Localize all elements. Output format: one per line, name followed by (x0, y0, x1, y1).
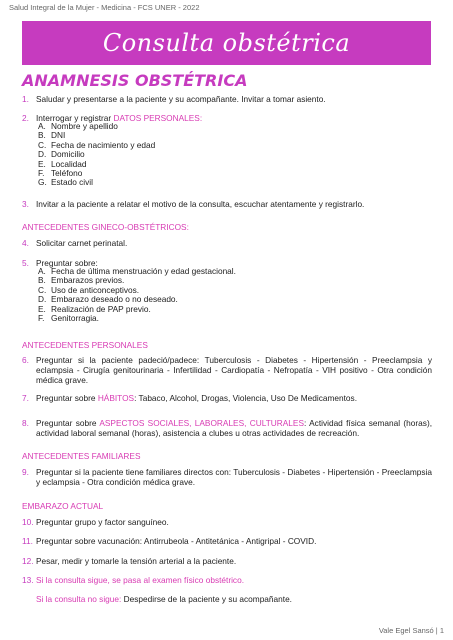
list-text: Genitorragia. (51, 313, 99, 324)
item-highlight: HÁBITOS (97, 393, 135, 403)
list-item (38, 178, 155, 187)
title-banner (22, 21, 431, 65)
item-highlight: ASPECTOS SOCIALES, LABORALES, CULTURALES (99, 418, 304, 428)
item-text: Preguntar sobre vacunación: Antirrubeola - Antitetánica - Antigripal - COVID. (36, 536, 317, 546)
item-text (36, 393, 357, 403)
list-text: Localidad (51, 158, 87, 169)
list-letter: B. (38, 130, 46, 141)
item-number: 5. (22, 258, 29, 268)
item-text: Solicitar carnet perinatal. (36, 238, 128, 248)
item-text (36, 594, 292, 604)
section-heading-familiares: ANTECEDENTES FAMILIARES (22, 451, 141, 461)
item-text-part: Interrogar y registrar (36, 113, 114, 123)
list-letter: G. (38, 177, 47, 188)
list-text: Teléfono (51, 168, 83, 179)
list-item (38, 314, 236, 323)
item-number: 12. (22, 556, 34, 566)
item-number: 3. (22, 199, 29, 209)
item-number: 9. (22, 467, 29, 477)
item-text-part: Preguntar sobre (36, 418, 100, 428)
list-letter: E. (38, 158, 46, 169)
item-text: Preguntar si la paciente padeció/padece: Tuberculosis - Diabetes - Hipertensión - Preeclampsia y eclampsia - Cirugía genitourinaria - Infertilidad - Cardiopatía - Nefropatía - VIH positivo - Otra condición médica grave. (36, 355, 432, 386)
list-letter: C. (38, 284, 47, 295)
list-text: Embarazo deseado o no deseado. (51, 294, 178, 305)
list-text: Estado civil (51, 177, 93, 188)
item-text (36, 418, 432, 438)
item-number: 11. (22, 536, 33, 546)
list-letter: F. (38, 168, 45, 179)
list-letter: D. (38, 294, 47, 305)
list-text: Embarazos previos. (51, 275, 125, 286)
list-text: Uso de anticonceptivos. (51, 284, 140, 295)
item-number: 1. (22, 94, 29, 104)
personal-data-list (38, 122, 155, 188)
item-text: Pesar, medir y tomarle la tensión arterial a la paciente. (36, 556, 237, 566)
list-letter: E. (38, 303, 46, 314)
item-highlight: DATOS PERSONALES: (113, 113, 203, 123)
item-number: 7. (22, 393, 29, 403)
gyneco-list (38, 267, 236, 323)
item-number: 2. (22, 113, 29, 123)
list-letter: B. (38, 275, 46, 286)
item-number: 4. (22, 238, 29, 248)
item-number: 13. (22, 575, 34, 585)
item-text-part: : Actividad física semanal (horas), actividad laboral semanal (horas), asistencia a clubes u otras actividades de recreación. (36, 418, 433, 439)
item-text: Invitar a la paciente a relatar el motivo de la consulta, escuchar atentamente y registrarlo. (36, 199, 365, 209)
section-heading-gineco: ANTECEDENTES GINECO-OBSTÉTRICOS: (22, 222, 189, 232)
item-text: Preguntar grupo y factor sanguíneo. (36, 517, 169, 527)
list-text: Domicilio (51, 149, 85, 160)
list-letter: A. (38, 121, 46, 131)
list-text: Fecha de última menstruación y edad gestacional. (51, 266, 236, 276)
list-letter: D. (38, 149, 47, 160)
section-title-anamnesis: ANAMNESIS OBSTÉTRICA (22, 71, 248, 90)
item-highlight: Si la consulta no sigue: (36, 594, 124, 604)
list-text: Realización de PAP previo. (51, 303, 151, 314)
item-number: 10. (22, 517, 34, 527)
list-text: Nombre y apellido (51, 121, 118, 131)
item-number: 8. (22, 418, 29, 428)
item-text: Preguntar sobre: (36, 258, 98, 268)
list-text: DNI (51, 130, 66, 141)
list-letter: A. (38, 266, 46, 276)
item-text-part: Preguntar sobre (36, 393, 98, 403)
item-text-highlight: Si la consulta sigue, se pasa al examen físico obstétrico. (36, 575, 244, 585)
item-text: Preguntar si la paciente tiene familiares directos con: Tuberculosis - Diabetes - Hipertensión - Preeclampsia y eclampsia - Otra condición médica grave. (36, 467, 432, 488)
page-title: Consulta obstétrica (102, 29, 351, 57)
list-letter: C. (38, 139, 47, 150)
item-text-part: Despedirse de la paciente y su acompañante. (123, 594, 292, 604)
list-text: Fecha de nacimiento y edad (51, 139, 156, 150)
item-text-part: : Tabaco, Alcohol, Drogas, Violencia, Uso De Medicamentos. (134, 393, 357, 403)
item-text: Saludar y presentarse a la paciente y su acompañante. Invitar a tomar asiento. (36, 94, 326, 104)
section-heading-embarazo: EMBARAZO ACTUAL (22, 501, 104, 511)
item-number: 6. (22, 355, 29, 365)
list-letter: F. (38, 313, 45, 324)
section-heading-personales: ANTECEDENTES PERSONALES (22, 340, 148, 350)
footer-author: Vale Egel Sansó | 1 (378, 626, 444, 635)
course-header: Salud Integral de la Mujer - Medicina - FCS UNER - 2022 (9, 3, 200, 12)
